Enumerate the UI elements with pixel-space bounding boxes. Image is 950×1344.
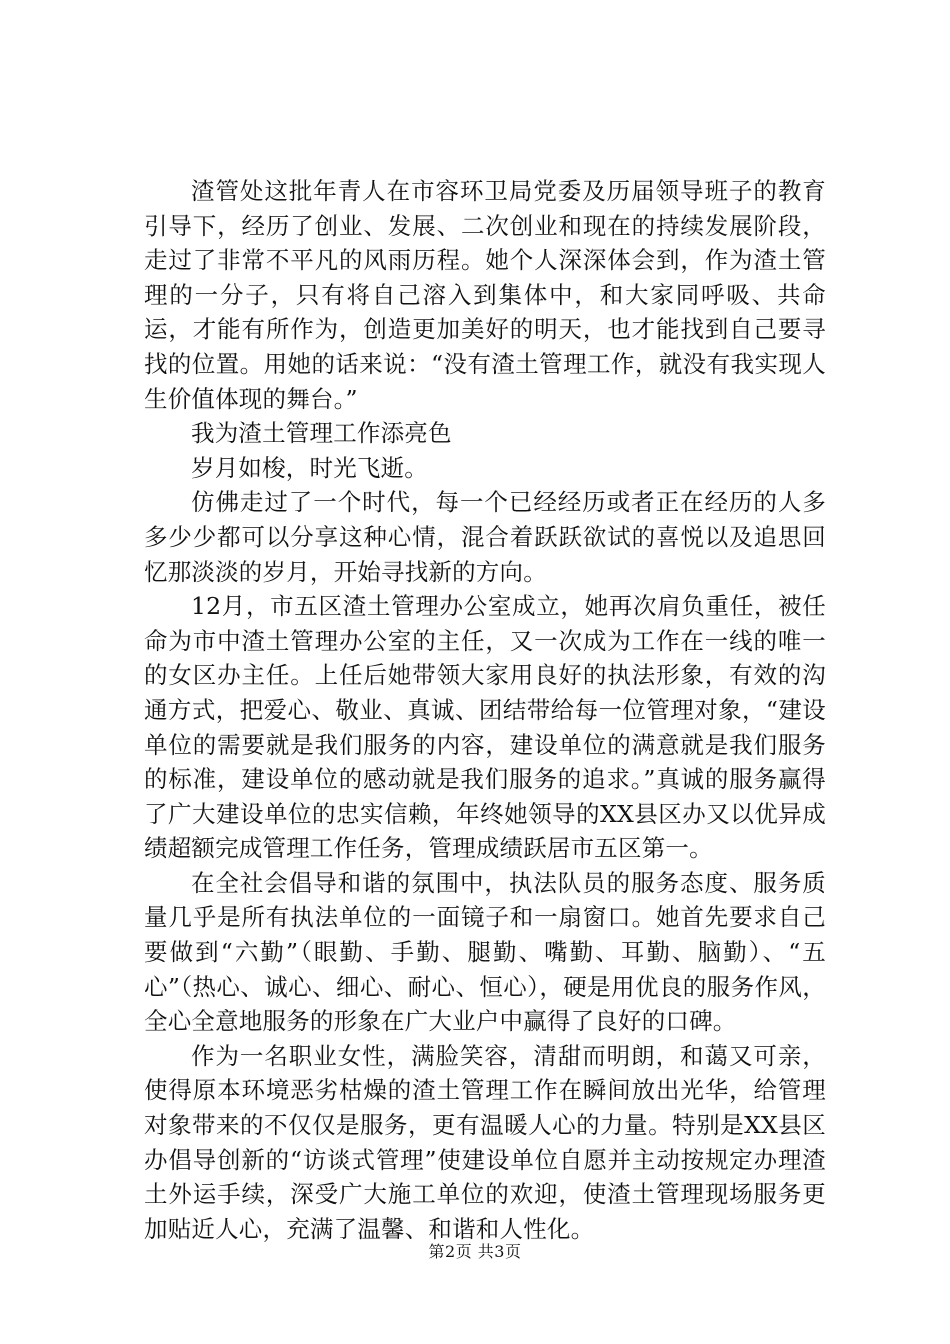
paragraph-1: 渣管处这批年青人在市容环卫局党委及历届领导班子的教育引导下，经历了创业、发展、二次创业和现在的持续发展阶段，走过了非常不平凡的风雨历程。她个人深深体会到，作为渣土管理的一分子，只有将自己溶入到集体中，和大家同呼吸、共命运，才能有所作为，创造更加美好的明天，也才能找到自己要寻找的位置。用她的话来说：“没有渣土管理工作，就没有我实现人生价值体现的舞台。” <box>144 177 826 413</box>
paragraph-6: 在全社会倡导和谐的氛围中，执法队员的服务态度、服务质量几乎是所有执法单位的一面镜子和一扇窗口。她首先要求自己要做到“六勤”（眼勤、手勤、腿勤、嘴勤、耳勤、脑勤）、“五心”（热心、诚心、细心、耐心、恒心），硬是用优良的服务作风，全心全意地服务的形象在广大业户中赢得了良好的口碑。 <box>144 868 826 1036</box>
paragraph-5: 12月，市五区渣土管理办公室成立，她再次肩负重任，被任命为市中渣土管理办公室的主任，又一次成为工作在一线的唯一的女区办主任。上任后她带领大家用良好的执法形象，有效的沟通方式，把爱心、敬业、真诚、团结带给每一位管理对象，“建设单位的需要就是我们服务的内容，建设单位的满意就是我们服务的标准，建设单位的感动就是我们服务的追求。”真诚的服务赢得了广大建设单位的忠实信赖，年终她领导的XX县区办又以优异成绩超额完成管理工作任务，管理成绩跃居市五区第一。 <box>144 592 826 863</box>
paragraph-3: 岁月如梭，时光飞逝。 <box>191 453 428 482</box>
paragraph-2-heading: 我为渣土管理工作添亮色 <box>191 419 452 448</box>
paragraph-7: 作为一名职业女性，满脸笑容，清甜而明朗，和蔼又可亲，使得原本环境恶劣枯燥的渣土管理工作在瞬间放出光华，给管理对象带来的不仅仅是服务，更有温暖人心的力量。特别是XX县区办倡导创新的“访谈式管理”使建设单位自愿并主动按规定办理渣土外运手续，深受广大施工单位的欢迎，使渣土管理现场服务更加贴近人心，充满了温馨、和谐和人性化。 <box>144 1041 826 1243</box>
page-footer <box>0 1242 950 1262</box>
paragraph-4: 仿佛走过了一个时代，每一个已经经历或者正在经历的人多多少少都可以分享这种心情，混合着跃跃欲试的喜悦以及追思回忆那淡淡的岁月，开始寻找新的方向。 <box>144 488 826 586</box>
document-body <box>144 174 826 1246</box>
page-number: 第2页 共3页 <box>428 1242 522 1261</box>
